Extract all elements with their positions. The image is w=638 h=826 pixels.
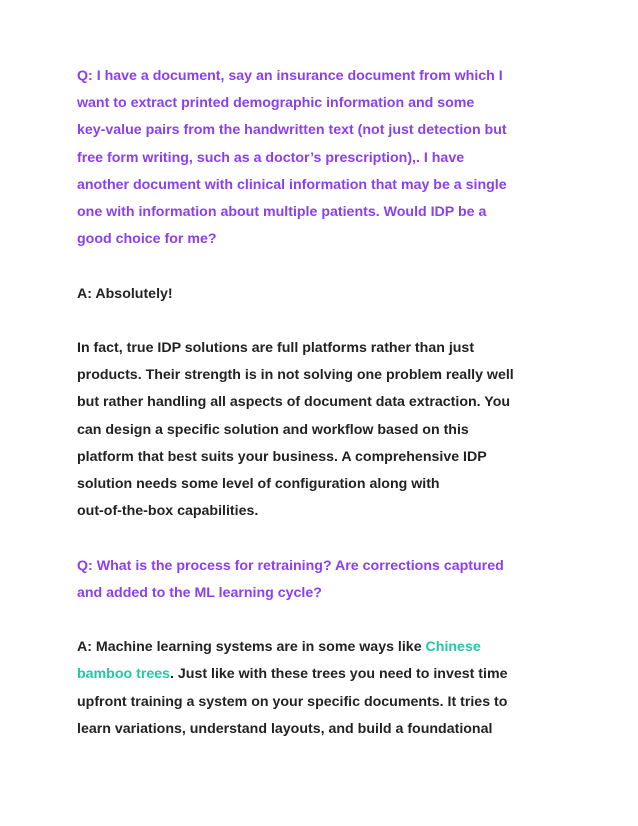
answer-1-detail [77,335,567,525]
question-1-line: free form writing, such as a doctor’s prescription),. I have [77,149,465,166]
answer-2-line: upfront training a system on your specific documents. It tries to [77,693,508,710]
question-2-line: and added to the ML learning cycle? [77,584,322,601]
question-1-line: one with information about multiple patients. Would IDP be a [77,204,487,221]
question-1-line: key-value pairs from the handwritten text (not just detection but [77,122,507,139]
answer-2-text: . Just like with these trees you need to invest time [170,666,508,683]
answer-2-line: learn variations, understand layouts, and build a foundational [77,720,493,737]
question-2-line: Q: What is the process for retraining? Are corrections captured [77,557,504,574]
question-2 [77,553,567,607]
answer-1-detail-line: products. Their strength is in not solving one problem really well [77,367,514,384]
answer-2 [77,634,567,743]
answer-2-line [77,661,567,688]
question-1-line: Q: I have a document, say an insurance document from which I [77,68,503,84]
chinese-bamboo-trees-link[interactable]: Chinese [425,639,481,656]
question-1-line: good choice for me? [77,231,217,248]
answer-1-line: A: Absolutely! [77,285,173,302]
answer-1-detail-line: out-of-the-box capabilities. [77,503,259,520]
answer-1-detail-line: In fact, true IDP solutions are full platforms rather than just [77,340,475,356]
answer-1-detail-line: solution needs some level of configuration along with [77,476,440,493]
answer-1-detail-line: can design a specific solution and workflow based on this [77,421,469,438]
answer-1 [77,281,567,308]
answer-2-line [77,634,567,661]
document-body [77,63,567,770]
answer-2-text: A: Machine learning systems are in some ways like [77,639,426,656]
chinese-bamboo-trees-link[interactable]: bamboo trees [77,666,171,683]
answer-1-detail-line: platform that best suits your business. A comprehensive IDP [77,448,487,465]
answer-1-detail-line: but rather handling all aspects of document data extraction. You [77,394,511,411]
question-1-line: want to extract printed demographic information and some [77,95,475,112]
question-1 [77,63,567,253]
question-1-line: another document with clinical information that may be a single [77,176,507,193]
